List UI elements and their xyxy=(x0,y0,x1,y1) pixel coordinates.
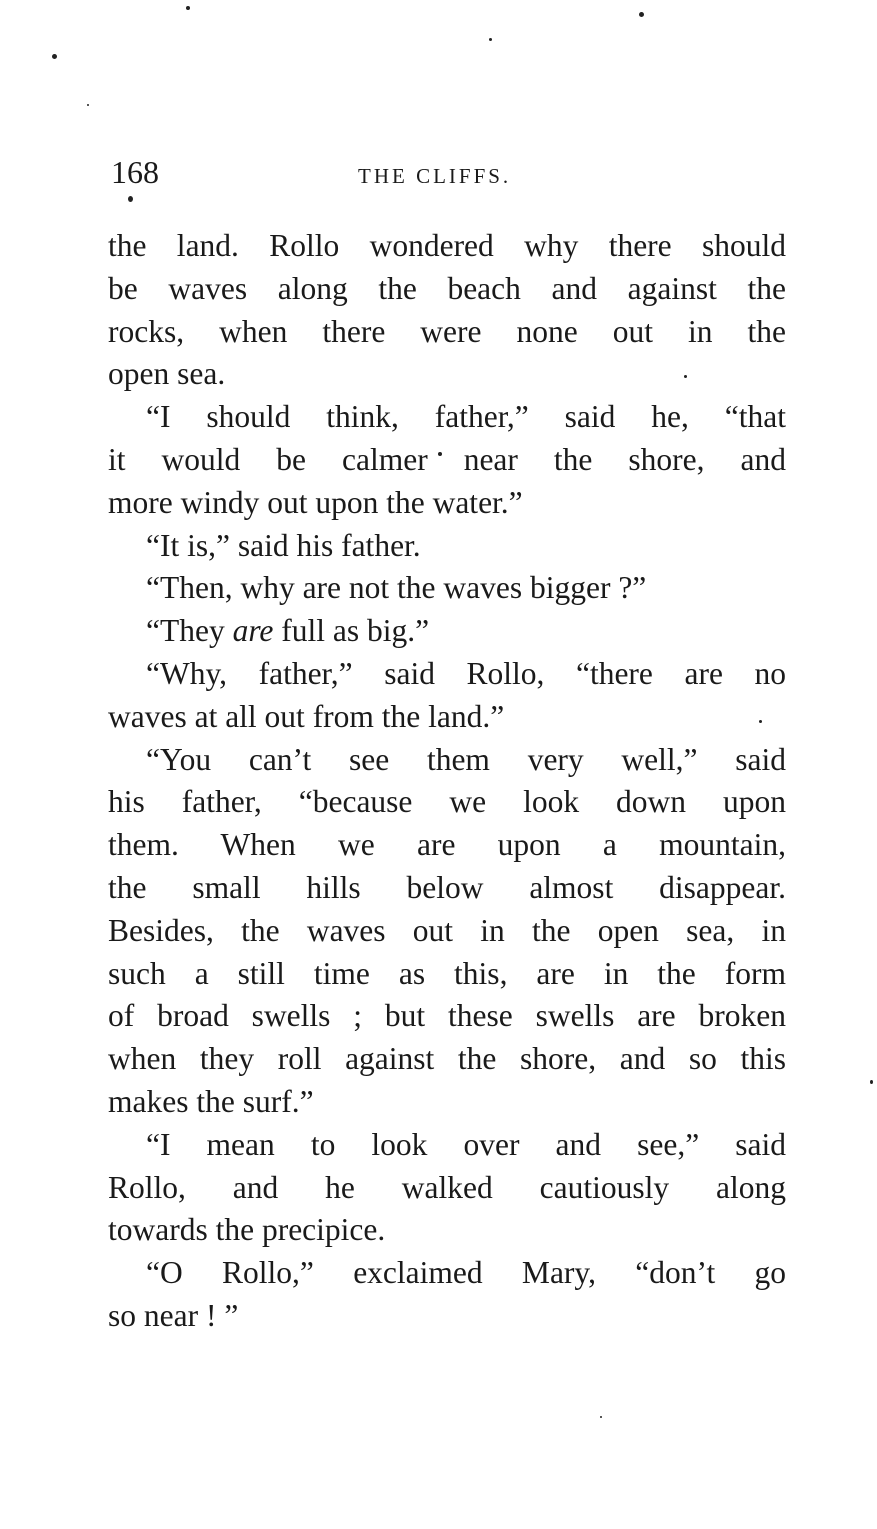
page-header xyxy=(108,150,786,194)
italic-word: are xyxy=(232,613,274,649)
ink-speck xyxy=(600,1416,602,1418)
ink-speck xyxy=(52,54,57,59)
text-line: so near ! ” xyxy=(108,1297,239,1333)
text-line: towards the precipice. xyxy=(108,1212,386,1248)
text-line: “Why, father,” said Rollo, “there are no xyxy=(146,655,786,691)
text-line: such a still time as this, are in the form xyxy=(108,955,786,991)
text-line: “You can’t see them very well,” said xyxy=(146,741,786,777)
text-line: be waves along the beach and against the xyxy=(108,270,786,306)
ink-speck xyxy=(639,12,644,17)
ink-speck xyxy=(128,196,133,202)
text-line: “Then, why are not the waves bigger ?” xyxy=(146,570,647,606)
text-line: rocks, when there were none out in the xyxy=(108,313,786,349)
body-text xyxy=(108,225,786,1338)
text-line: when they roll against the shore, and so this xyxy=(108,1041,786,1077)
ink-speck xyxy=(489,38,492,41)
ink-speck xyxy=(186,6,190,10)
page-number: 168 xyxy=(111,154,159,190)
text-line: Besides, the waves out in the open sea, in xyxy=(108,912,786,948)
text-line: them. When we are upon a mountain, xyxy=(108,827,786,863)
text-line: “It is,” said his father. xyxy=(146,527,421,563)
text-line-with-italic xyxy=(108,610,786,653)
text-line: the land. Rollo wondered why there should xyxy=(108,228,786,263)
text-line: of broad swells ; but these swells are broken xyxy=(108,998,786,1034)
text-line: “I should think, father,” said he, “that xyxy=(146,399,786,435)
text-line: more windy out upon the water.” xyxy=(108,484,523,520)
ink-speck xyxy=(87,104,89,106)
text-line: “I mean to look over and see,” said xyxy=(146,1126,786,1162)
text-line: his father, “because we look down upon xyxy=(108,784,786,820)
text-line: makes the surf.” xyxy=(108,1083,314,1119)
text-line: waves at all out from the land.” xyxy=(108,698,505,734)
running-head: THE CLIFFS. xyxy=(358,164,512,188)
text-run: “They xyxy=(146,613,233,649)
text-line: the small hills below almost disappear. xyxy=(108,869,786,905)
text-line: “O Rollo,” exclaimed Mary, “don’t go xyxy=(146,1255,786,1291)
text-line: it would be calmer near the shore, and xyxy=(108,441,786,477)
text-run: full as big.” xyxy=(273,613,430,649)
ink-speck xyxy=(870,1080,873,1084)
text-line: open sea. xyxy=(108,356,226,392)
text-line: Rollo, and he walked cautiously along xyxy=(108,1169,786,1205)
